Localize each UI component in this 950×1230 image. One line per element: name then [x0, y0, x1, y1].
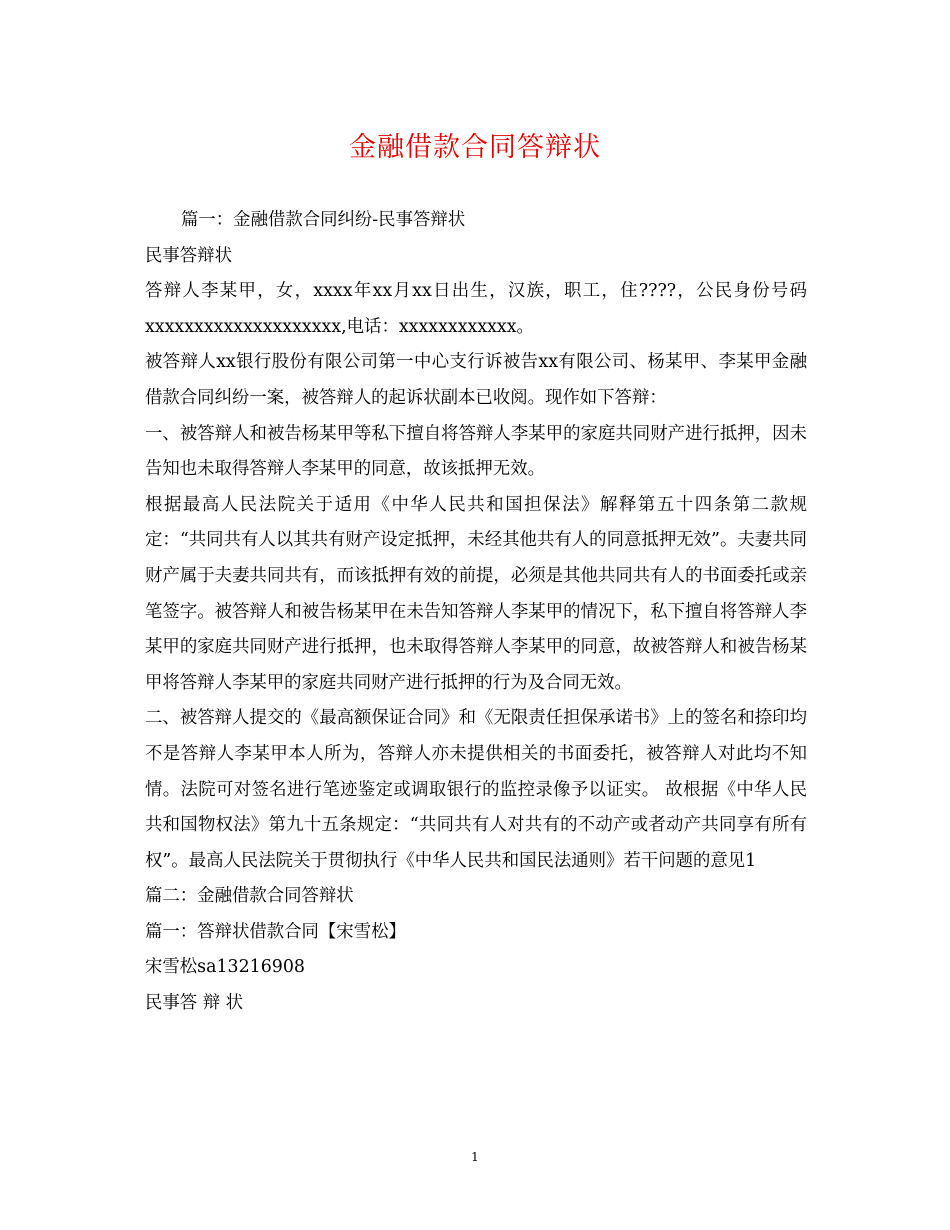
paragraph: 被答辩人xx银行股份有限公司第一中心支行诉被告xx有限公司、杨某甲、李某甲金融借款合同纠纷一案，被答辩人的起诉状副本已收阅。现作如下答辩：: [145, 352, 807, 408]
document-body: [145, 203, 807, 1022]
paragraph: 根据最高人民法院关于适用《中华人民共和国担保法》解释第五十四条第二款规定：“共同共有人以其共有财产设定抵押，未经其他共有人的同意抵押无效”。夫妻共同财产属于夫妻共同共有，而该抵押有效的前提，必须是其他共同共有人的书面委托或亲笔签字。被答辩人和被告杨某甲在未告知答辩人李某甲的情况下，私下擅自将答辩人李某甲的家庭共同财产进行抵押，也未取得答辩人李某甲的同意，故被答辩人和被告杨某甲将答辩人李某甲的家庭共同财产进行抵押的行为及合同无效。: [145, 494, 807, 693]
document-title: 金融借款合同答辩状: [349, 132, 601, 163]
paragraph: 篇一：答辩状借款合同【宋雪松】: [145, 921, 406, 942]
page-number: 1: [471, 1150, 479, 1164]
paragraph: 一、被答辩人和被告杨某甲等私下擅自将答辩人李某甲的家庭共同财产进行抵押，因未告知也未取得答辩人李某甲的同意，故该抵押无效。: [145, 423, 807, 480]
section-heading: 篇二：金融借款合同答辩状: [145, 886, 354, 907]
section-heading: 篇一：金融借款合同纠纷-民事答辩状: [181, 210, 466, 230]
paragraph: 答辩人李某甲，女，xxxx年xx月xx日出生，汉族，职工，住????，公民身份号码xxxxxxxxxxxxxxxxxxxx,电话：xxxxxxxxxxxx。: [145, 281, 807, 337]
paragraph: 二、被答辩人提交的《最高额保证合同》和《无限责任担保承诺书》上的签名和捺印均不是答辩人李某甲本人所为，答辩人亦未提供相关的书面委托，被答辩人对此均不知情。法院可对签名进行笔迹鉴定或调取银行的监控录像予以证实。 故根据《中华人民共和国物权法》第九十五条规定：“共同共有人对共有的不动产或者动产共同享有所有权”。最高人民法院关于贯彻执行《中华人民共和国民法通则》若干问题的意见1: [145, 708, 807, 871]
paragraph: 宋雪松sa13216908: [145, 957, 305, 978]
paragraph: 民事答 辩 状: [145, 993, 244, 1014]
paragraph: 民事答辩状: [145, 245, 232, 266]
